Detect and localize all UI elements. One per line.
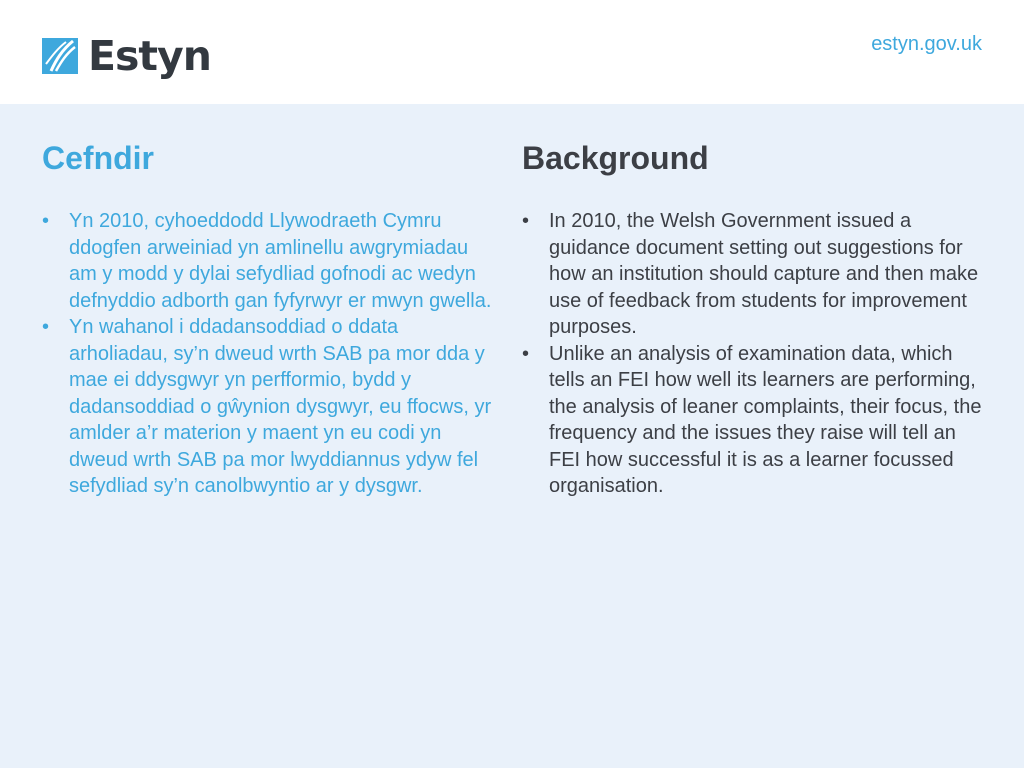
- list-item: • Yn 2010, cyhoeddodd Llywodraeth Cymru ddogfen arweiniad yn amlinellu awgrymiadau am y modd y dylai sefydliad gofnodi ac wedyn defnyddio adborth gan fyfyrwyr er mwyn gwella.: [42, 208, 494, 314]
- estyn-logo[interactable]: [42, 32, 211, 80]
- english-column: [522, 138, 992, 500]
- welsh-bullet-list: [42, 208, 494, 500]
- list-item: • Yn wahanol i ddadansoddiad o ddata arholiadau, sy’n dweud wrth SAB pa mor dda y mae ei ddysgwyr yn perfformio, bydd y dadansoddiad o gŵynion dysgwyr, eu ffocws, yr amlder a’r materion y maent yn eu codi yn dweud wrth SAB pa mor lwyddiannus ydyw fel sefydliad sy’n canolbwyntio ar y dysgwr.: [42, 314, 494, 500]
- site-url-link[interactable]: estyn.gov.uk: [871, 33, 982, 55]
- welsh-heading: Cefndir: [42, 140, 154, 176]
- list-item: • In 2010, the Welsh Government issued a guidance document setting out suggestions for how an institution should capture and then make use of feedback from students for improvement purposes.: [522, 208, 992, 341]
- header-bar: [0, 0, 1024, 104]
- english-bullet-list: [522, 208, 992, 500]
- welsh-column: [42, 138, 512, 500]
- estyn-logo-icon: [42, 38, 78, 74]
- logo-text: Estyn: [88, 32, 211, 80]
- english-heading: Background: [522, 140, 709, 176]
- list-item: • Unlike an analysis of examination data, which tells an FEI how well its learners are performing, the analysis of leaner complaints, their focus, the frequency and the issues they raise will tell an FEI how successful it is as a learner focussed organisation.: [522, 341, 992, 500]
